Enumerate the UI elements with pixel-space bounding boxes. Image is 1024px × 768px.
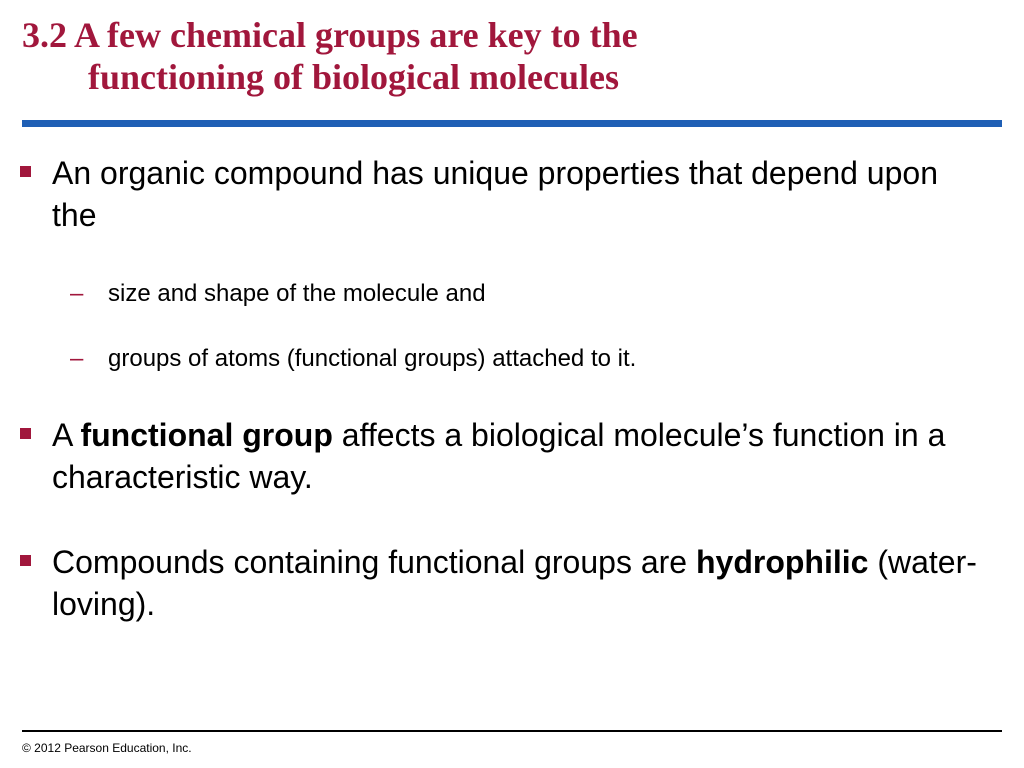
square-bullet-icon — [20, 555, 31, 566]
bullet-item — [20, 541, 980, 625]
bullet-item — [20, 414, 980, 498]
copyright-notice: © 2012 Pearson Education, Inc. — [22, 741, 192, 755]
sub-bullet-text: size and shape of the molecule and — [108, 280, 486, 307]
square-bullet-icon — [20, 428, 31, 439]
dash-bullet-icon: – — [70, 345, 84, 372]
title-line-2: functioning of biological molecules — [88, 57, 619, 97]
slide-title — [22, 14, 1002, 98]
bullet-bold-term: hydrophilic — [695, 544, 869, 580]
bullet-item — [20, 152, 980, 236]
bullet-prefix: A — [52, 417, 72, 453]
bullet-suffix: affects a biological molecule’s function in a characteristic way. — [52, 417, 946, 495]
footer-divider — [22, 730, 1002, 732]
bullet-prefix: Compounds containing functional groups are — [52, 544, 688, 580]
sub-bullet-item — [70, 279, 970, 309]
bullet-suffix: (water-loving). — [52, 544, 977, 622]
square-bullet-icon — [20, 166, 31, 177]
bullet-bold-term: functional group — [80, 417, 333, 453]
title-divider — [22, 120, 1002, 127]
title-line-1: 3.2 A few chemical groups are key to the — [22, 15, 638, 55]
sub-bullet-text: groups of atoms (functional groups) attached to it. — [108, 345, 637, 372]
dash-bullet-icon: – — [70, 280, 84, 307]
bullet-text — [52, 541, 980, 625]
bullet-text — [52, 414, 980, 498]
bullet-text: An organic compound has unique properties that depend upon the — [52, 155, 938, 233]
sub-bullet-item — [70, 344, 970, 374]
